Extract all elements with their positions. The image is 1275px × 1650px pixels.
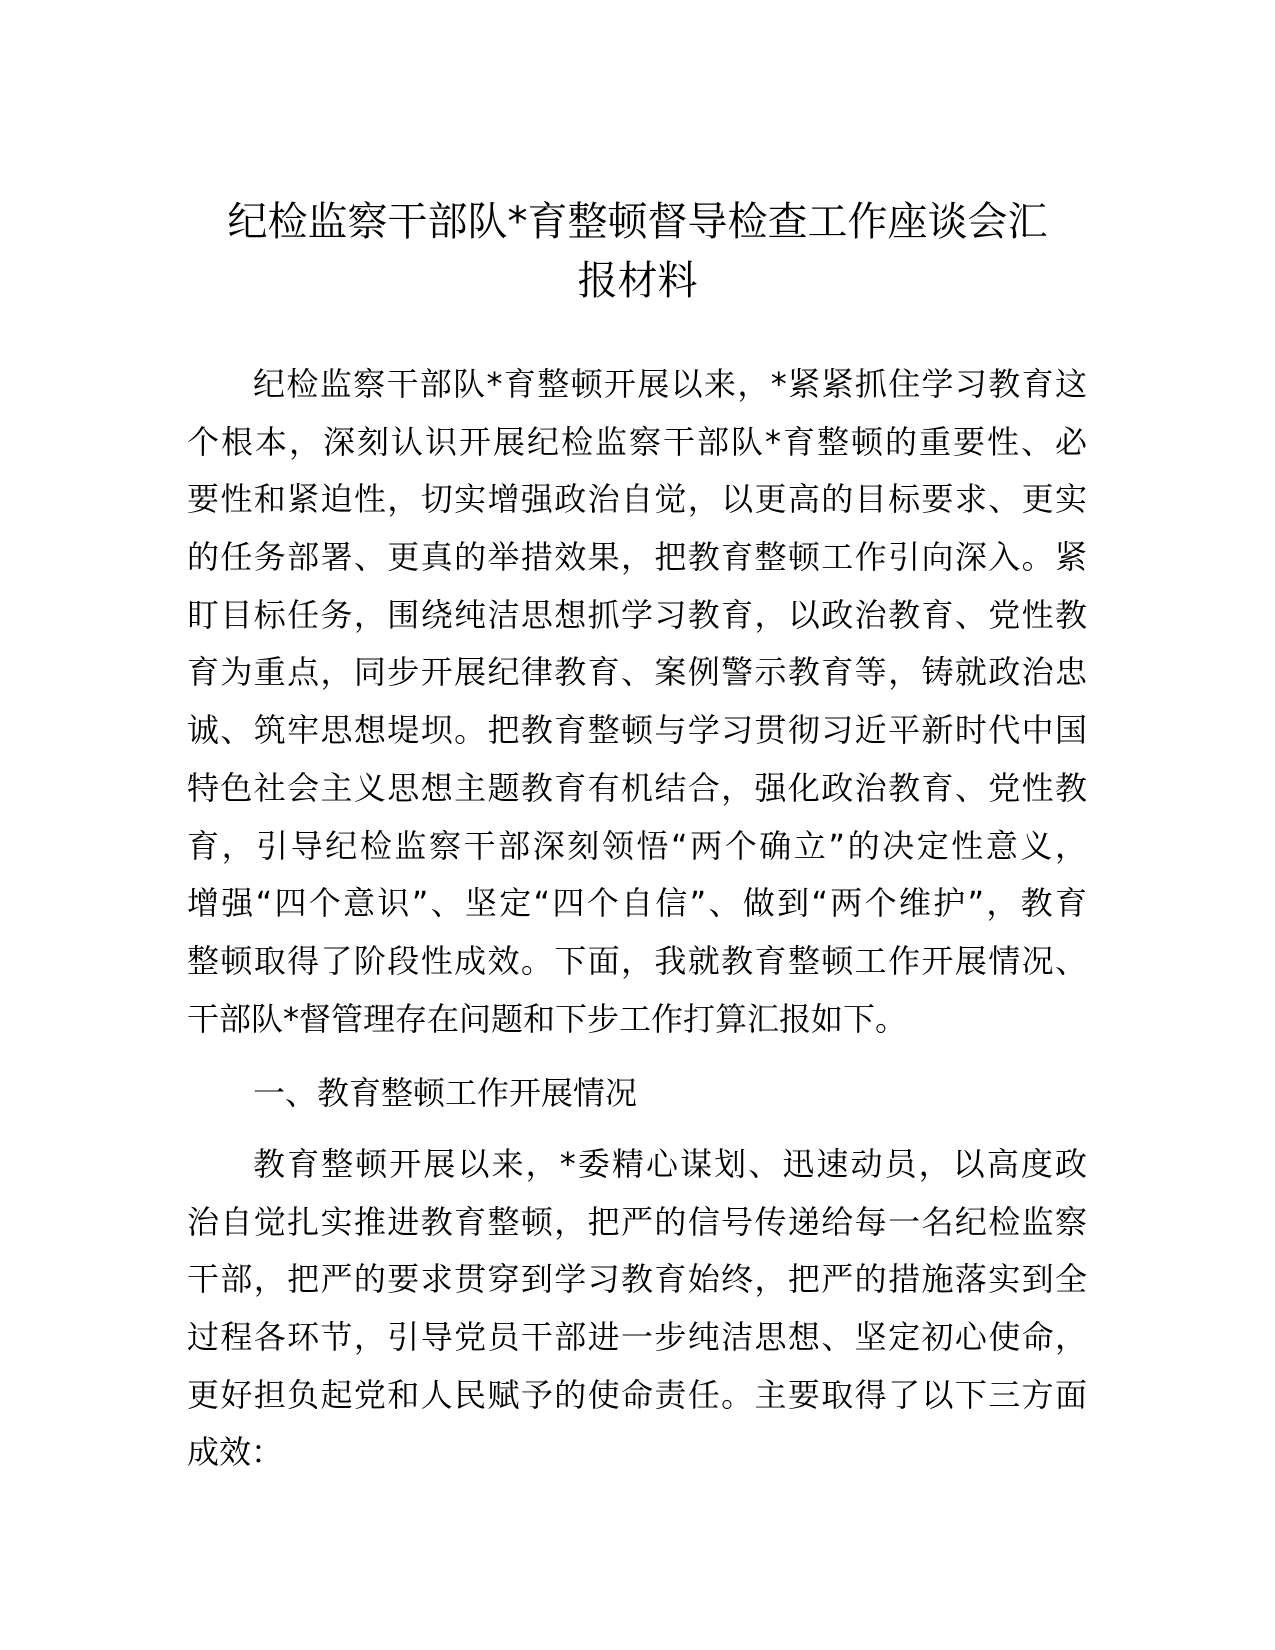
- text-line: 增强“四个意识”、坚定“四个自信”、做到“两个维护”，教育: [187, 884, 1087, 923]
- title-line: 纪检监察干部队*育整顿督导检查工作座谈会汇: [227, 199, 1048, 245]
- text-line: 成效：: [187, 1433, 284, 1472]
- paragraph-intro: [187, 356, 1087, 1048]
- text-line: 盯目标任务，围绕纯洁思想抓学习教育，以政治教育、党性教: [187, 595, 1087, 634]
- section-heading: [187, 1065, 1087, 1123]
- text-line: 更好担负起党和人民赋予的使命责任。主要取得了以下三方面: [187, 1375, 1087, 1414]
- text-line: 诚、筑牢思想堤坝。把教育整顿与学习贯彻习近平新时代中国: [187, 711, 1087, 750]
- text-line: 特色社会主义思想主题教育有机结合，强化政治教育、党性教: [187, 768, 1087, 807]
- text-line: 治自觉扎实推进教育整顿，把严的信号传递给每一名纪检监察: [187, 1202, 1087, 1241]
- document-title: [150, 193, 1125, 311]
- text-line: 过程各环节，引导党员干部进一步纯洁思想、坚定初心使命，: [187, 1318, 1087, 1357]
- text-line: 教育整顿开展以来，*委精心谋划、迅速动员，以高度政: [253, 1145, 1087, 1183]
- paragraph-section-one: [187, 1136, 1087, 1482]
- text-line: 干部，把严的要求贯穿到学习教育始终，把严的措施落实到全: [187, 1260, 1087, 1299]
- text-line: 纪检监察干部队*育整顿开展以来，*紧紧抓住学习教育这: [253, 365, 1087, 403]
- text-line: 育，引导纪检监察干部深刻领悟“两个确立”的决定性意义，: [187, 826, 1087, 865]
- section-heading-text: 一、教育整顿工作开展情况: [253, 1074, 638, 1112]
- text-line: 育为重点，同步开展纪律教育、案例警示教育等，铸就政治忠: [187, 653, 1087, 692]
- text-line: 的任务部署、更真的举措效果，把教育整顿工作引向深入。紧: [187, 538, 1087, 577]
- text-line: 个根本，深刻认识开展纪检监察干部队*育整顿的重要性、必: [187, 422, 1087, 461]
- text-line: 整顿取得了阶段性成效。下面，我就教育整顿工作开展情况、: [187, 941, 1087, 980]
- title-line: 报材料: [577, 258, 698, 304]
- text-line: 要性和紧迫性，切实增强政治自觉，以更高的目标要求、更实: [187, 480, 1087, 519]
- text-line: 干部队*督管理存在问题和下步工作打算汇报如下。: [187, 999, 908, 1038]
